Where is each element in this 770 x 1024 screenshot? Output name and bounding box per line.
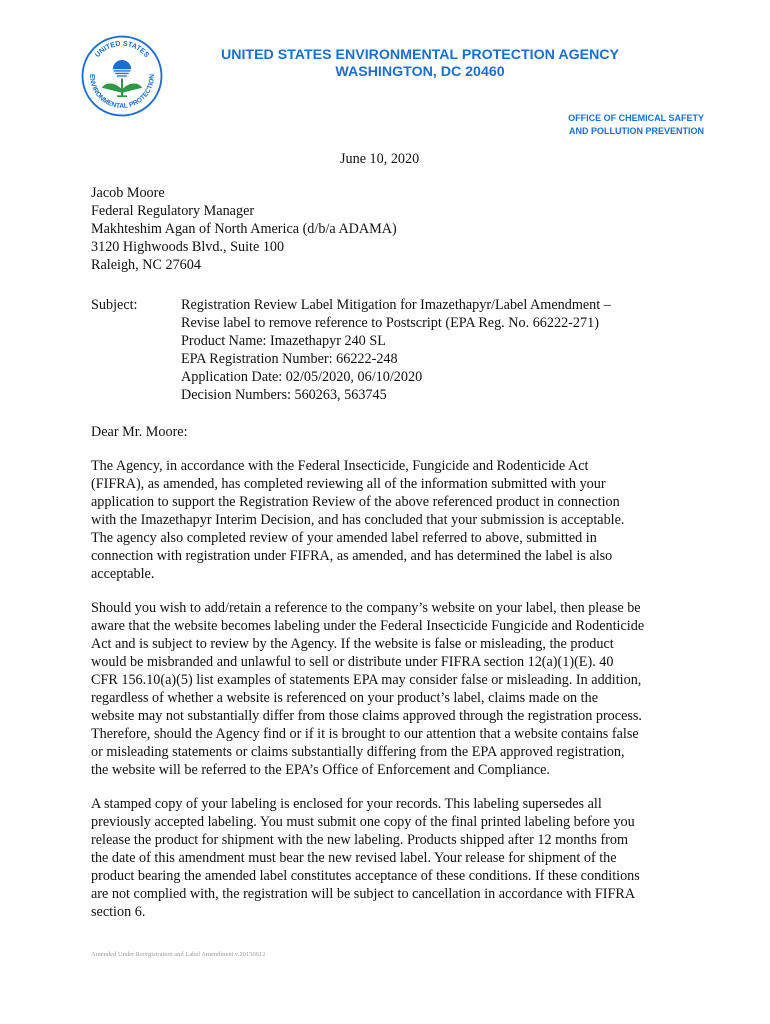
subject-line: Decision Numbers: 560263, 563745 <box>181 387 387 403</box>
paragraph-line: (FIFRA), as amended, has completed reviewing all of the information submitted with your <box>91 476 606 492</box>
subject-block <box>181 296 681 404</box>
office-line-1: OFFICE OF CHEMICAL SAFETY <box>568 113 704 123</box>
subject-line: EPA Registration Number: 66222-248 <box>181 351 398 367</box>
recipient-line: Jacob Moore <box>91 185 165 201</box>
subject-line: Product Name: Imazethapyr 240 SL <box>181 333 386 349</box>
epa-seal-logo <box>80 34 164 118</box>
paragraph-line: acceptable. <box>91 566 155 582</box>
subject-label: Subject: <box>91 297 138 313</box>
office-line-2: AND POLLUTION PREVENTION <box>568 126 704 136</box>
agency-name: UNITED STATES ENVIRONMENTAL PROTECTION AGENCY <box>220 47 620 63</box>
subject-line: Revise label to remove reference to Postscript (EPA Reg. No. 66222-271) <box>181 315 599 331</box>
agency-heading <box>190 47 650 81</box>
recipient-line: 3120 Highwoods Blvd., Suite 100 <box>91 239 285 255</box>
paragraph-line: with the Imazethapyr Interim Decision, and has concluded that your submission is acceptable. <box>91 512 625 528</box>
paragraph-line: the date of this amendment must bear the new revised label. Your release for shipment of the <box>91 850 617 866</box>
recipient-line: Federal Regulatory Manager <box>91 203 255 219</box>
agency-address: WASHINGTON, DC 20460 <box>335 64 505 80</box>
recipient-line: Raleigh, NC 27604 <box>91 257 201 273</box>
paragraph-line: application to support the Registration Review of the above referenced product in connection <box>91 494 620 510</box>
office-heading <box>568 112 704 138</box>
body-paragraph-2 <box>91 599 683 779</box>
subject-line: Application Date: 02/05/2020, 06/10/2020 <box>181 369 423 385</box>
subject-line: Registration Review Label Mitigation for Imazethapyr/Label Amendment – <box>181 297 611 313</box>
paragraph-line: Therefore, should the Agency find or if it is brought to our attention that a website contains false <box>91 726 639 742</box>
body-paragraph-1 <box>91 457 683 583</box>
page-footer: Amended Under Reregistration and Label Amendment v.20150612 <box>91 951 266 958</box>
paragraph-line: section 6. <box>91 904 146 920</box>
paragraph-line: connection with registration under FIFRA, as amended, and has determined the label is also <box>91 548 613 564</box>
recipient-line: Makhteshim Agan of North America (d/b/a ADAMA) <box>91 221 397 237</box>
paragraph-line: product bearing the amended label constitutes acceptance of these conditions. If these conditions <box>91 868 640 884</box>
paragraph-line: Act and is subject to review by the Agency. If the website is false or misleading, the product <box>91 636 614 652</box>
paragraph-line: website may not substantially differ from those claims approved through the registration process. <box>91 708 642 724</box>
paragraph-line: The Agency, in accordance with the Federal Insecticide, Fungicide and Rodenticide Act <box>91 458 589 474</box>
paragraph-line: A stamped copy of your labeling is enclosed for your records. This labeling supersedes all <box>91 796 602 812</box>
recipient-address <box>91 184 397 274</box>
paragraph-line: are not complied with, the registration will be subject to cancellation in accordance with FIFRA <box>91 886 636 902</box>
body-paragraph-3 <box>91 795 683 921</box>
paragraph-line: Should you wish to add/retain a reference to the company’s website on your label, then please be <box>91 600 641 616</box>
svg-text:UNITED STATES: UNITED STATES <box>93 39 151 59</box>
letter-date: June 10, 2020 <box>340 151 420 167</box>
paragraph-line: previously accepted labeling. You must submit one copy of the final printed labeling before you <box>91 814 635 830</box>
paragraph-line: aware that the website becomes labeling under the Federal Insecticide Fungicide and Rodenticide <box>91 618 645 634</box>
svg-text:ENVIRONMENTAL PROTECTION: ENVIRONMENTAL PROTECTION <box>88 73 156 110</box>
paragraph-line: release the product for shipment with the new labeling. Products shipped after 12 months from <box>91 832 629 848</box>
paragraph-line: The agency also completed review of your amended label referred to above, submitted in <box>91 530 597 546</box>
salutation: Dear Mr. Moore: <box>91 424 188 440</box>
paragraph-line: or misleading statements or claims substantially differing from the EPA approved registration, <box>91 744 625 760</box>
paragraph-line: would be misbranded and unlawful to sell or distribute under FIFRA section 12(a)(1)(E). 40 <box>91 654 614 670</box>
paragraph-line: the website will be referred to the EPA’s Office of Enforcement and Compliance. <box>91 762 550 778</box>
paragraph-line: CFR 156.10(a)(5) list examples of statements EPA may consider false or misleading. In addition, <box>91 672 642 688</box>
paragraph-line: regardless of whether a website is referenced on your product’s label, claims made on the <box>91 690 599 706</box>
